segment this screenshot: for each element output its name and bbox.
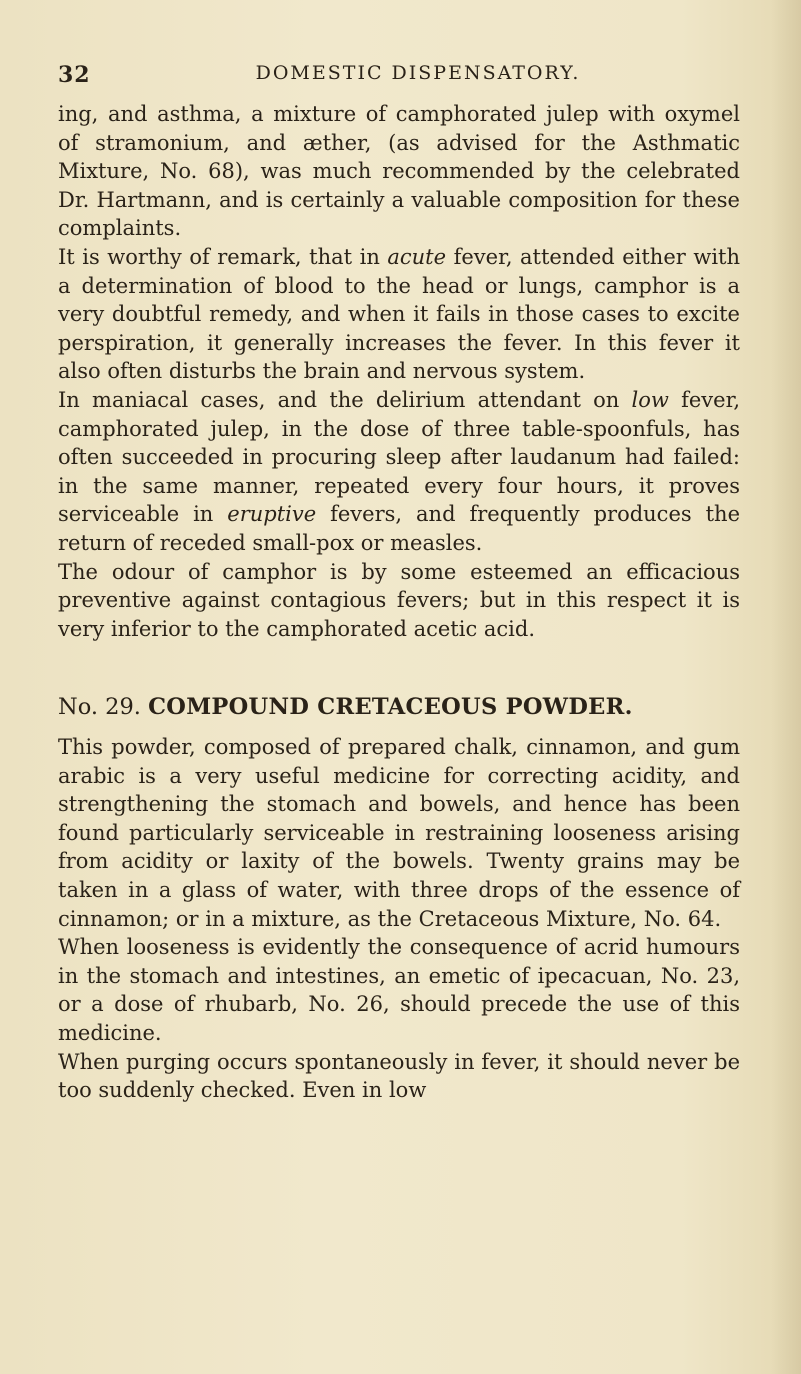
running-head: DOMESTIC DISPENSATORY. (255, 62, 581, 84)
paragraph: This powder, composed of prepared chalk, cinnamon, and gum arabic is a very useful medicine for correcting acidity, and strengthening the stomach and bowels, and hence has been found particularly serviceable in restraining looseness arising from acidity or laxity of the bowels. Twenty grains may be taken in a glass of water, with three drops of the essence of cinnamon; or in a mixture, as the Cretaceous Mixture, No. 64. (58, 735, 740, 931)
body-text-top (58, 100, 740, 643)
page-edge-shadow (771, 0, 801, 1374)
body-text-bottom (58, 733, 740, 1105)
page-header (58, 62, 738, 92)
emphasis: acute (387, 244, 447, 269)
paragraph: It is worthy of remark, that in acute fever, attended either with a determination of blood to the head or lungs, camphor is a very doubtful remedy, and when it fails in those cases to excite perspiration, it generally increases the fever. In this fever it also often disturbs the brain and nervous system. (58, 244, 740, 384)
section-heading (58, 692, 740, 722)
section-number: No. 29. (58, 694, 141, 720)
paragraph: The odour of camphor is by some esteemed an efficacious preventive against contagious fevers; but in this respect it is very inferior to the camphorated acetic acid. (58, 559, 740, 641)
paragraph: ing, and asthma, a mixture of camphorated julep with oxymel of stramonium, and æther, (as advised for the Asthmatic Mixture, No. 68), was much recommended by the celebrated Dr. Hartmann, and is certainly a valuable composition for these complaints. (58, 102, 740, 241)
paragraph: In maniacal cases, and the delirium attendant on low fever, camphorated julep, in the dose of three table-spoonfuls, has often succeeded in procuring sleep after laudanum had failed: in the same manner, repeated every four hours, it proves serviceable in eruptive fevers, and frequently produces the return of receded small-pox or measles. (58, 387, 740, 555)
page-number: 32 (58, 62, 91, 88)
paragraph: When looseness is evidently the consequence of acrid humours in the stomach and intestines, an emetic of ipecacuan, No. 23, or a dose of rhubarb, No. 26, should precede the use of this medicine. (58, 935, 740, 1045)
emphasis: low (631, 387, 669, 412)
emphasis: eruptive (227, 502, 317, 527)
paragraph: When purging occurs spontaneously in fever, it should never be too suddenly checked. Even in low (58, 1049, 740, 1103)
section-title: COMPOUND CRETACEOUS POWDER. (148, 694, 633, 720)
